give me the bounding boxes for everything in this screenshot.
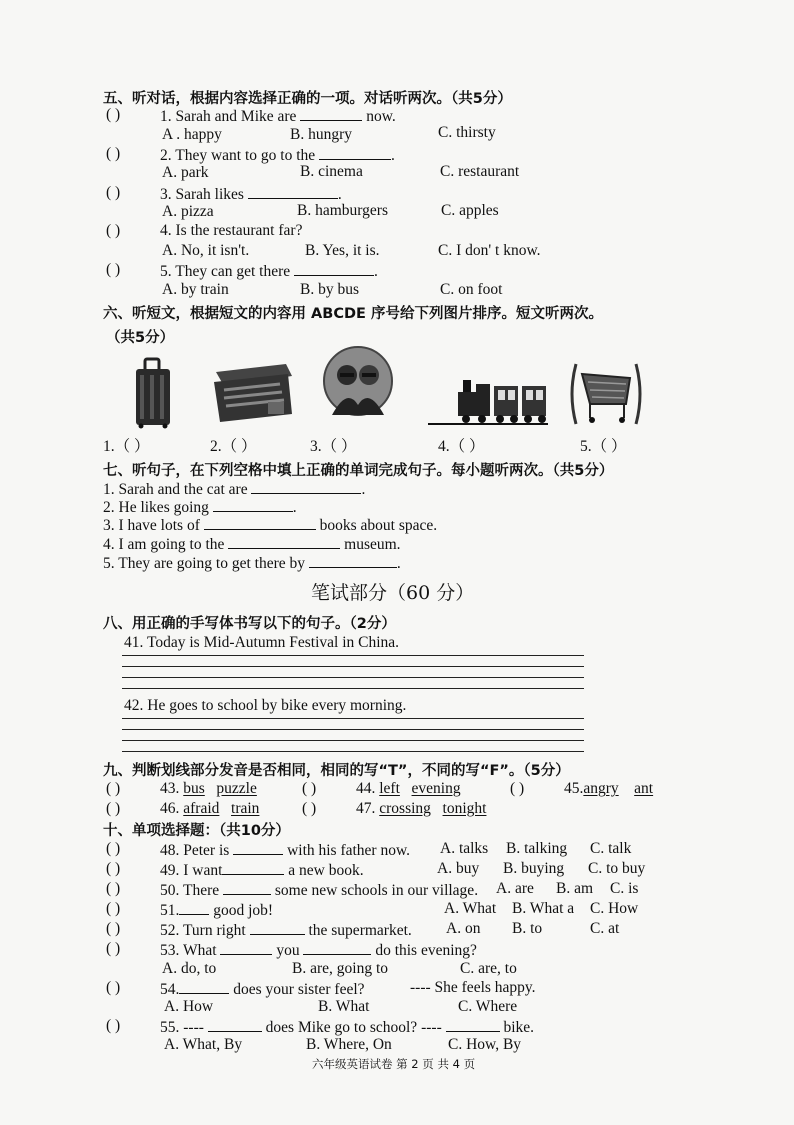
- tickets-icon: [210, 362, 296, 424]
- question-42: 42. He goes to school by bike every morning.: [124, 697, 407, 714]
- option-b: B. by bus: [300, 281, 359, 298]
- handwriting-line[interactable]: [122, 655, 584, 656]
- question-number: 1.: [160, 108, 172, 125]
- picture-2-label[interactable]: 2.（ ）: [210, 438, 257, 455]
- option-a: A. How: [164, 998, 214, 1015]
- sentence-end: .: [396, 555, 401, 572]
- word-1: angry: [583, 780, 619, 797]
- handwriting-line[interactable]: [122, 751, 584, 752]
- question-text-end: bike.: [503, 1019, 535, 1036]
- answer-paren[interactable]: ( ): [302, 800, 317, 817]
- question-45: [564, 780, 653, 798]
- answer-paren[interactable]: ( ): [106, 979, 121, 996]
- option-b: B. talking: [506, 840, 568, 857]
- option-b: B. am: [556, 880, 594, 897]
- question-number: 3.: [160, 186, 172, 203]
- sentence-1: [103, 479, 365, 499]
- option-c: C. I don' t know.: [438, 242, 541, 259]
- question-text: They want to go to the: [175, 147, 316, 164]
- question-text: Is the restaurant far?: [175, 222, 303, 239]
- option-b: B. hungry: [290, 126, 352, 143]
- answer-paren[interactable]: ( ): [106, 940, 121, 957]
- answer-paren[interactable]: ( ): [106, 261, 121, 278]
- word-1: left: [379, 780, 400, 797]
- option-c: C. thirsty: [438, 124, 496, 141]
- sentence-text: 3. I have lots of: [103, 517, 200, 534]
- question-number: 44.: [356, 780, 376, 797]
- question-48: [160, 840, 410, 860]
- question-44: [356, 780, 461, 798]
- option-c: C. are, to: [460, 960, 517, 977]
- option-b: B. to: [512, 920, 543, 937]
- picture-4-label[interactable]: 4.（ ）: [438, 438, 485, 455]
- question-number: 50.: [160, 882, 180, 899]
- option-c: C. How, By: [448, 1036, 522, 1053]
- answer-blank[interactable]: [228, 534, 340, 549]
- question-number: 47.: [356, 800, 376, 817]
- option-a: A. No, it isn't.: [162, 242, 250, 259]
- question-text-end: .: [391, 147, 395, 164]
- option-a: A. talks: [440, 840, 489, 857]
- answer-blank[interactable]: [233, 840, 283, 855]
- question-text: What: [182, 942, 217, 959]
- question-52: [160, 920, 412, 940]
- question-text-end: .: [374, 263, 378, 280]
- answer-blank[interactable]: [222, 860, 284, 875]
- option-c: C. talk: [590, 840, 632, 857]
- question-53: [160, 940, 477, 960]
- question-number: 49.: [160, 862, 180, 879]
- question-text-end: with his father now.: [287, 842, 411, 859]
- answer-blank[interactable]: [208, 1017, 262, 1032]
- sentence-2: [103, 497, 297, 517]
- answer-paren[interactable]: ( ): [106, 920, 121, 937]
- question-49: [160, 860, 364, 880]
- question-number: 55.: [160, 1019, 180, 1036]
- question-number: 51.: [160, 902, 180, 919]
- option-a: A . happy: [162, 126, 222, 143]
- option-b: B. What: [318, 998, 370, 1015]
- option-a: A. on: [446, 920, 481, 937]
- answer-blank[interactable]: [446, 1017, 500, 1032]
- sentence-end: books about space.: [319, 517, 438, 534]
- question-text: They can get there: [175, 263, 291, 280]
- picture-3-label[interactable]: 3.（ ）: [310, 438, 357, 455]
- option-b: B. Yes, it is.: [305, 242, 380, 259]
- question-54: [160, 979, 365, 999]
- question-1: [160, 106, 396, 126]
- option-c: C. restaurant: [440, 163, 520, 180]
- sentence-3: [103, 515, 437, 535]
- sentence-text: 2. He likes going: [103, 499, 209, 516]
- question-text-end: do this evening?: [375, 942, 477, 959]
- option-b: B. What a: [512, 900, 575, 917]
- answer-paren[interactable]: ( ): [106, 222, 121, 239]
- dialogue-dash: ----: [421, 1019, 442, 1036]
- option-a: A. buy: [437, 860, 480, 877]
- option-a: A. What: [444, 900, 497, 917]
- question-number: 5.: [160, 263, 172, 280]
- answer-paren[interactable]: ( ): [106, 800, 121, 817]
- option-a: A. do, to: [162, 960, 217, 977]
- answer-paren[interactable]: ( ): [106, 880, 121, 897]
- sentence-end: museum.: [344, 536, 401, 553]
- handwriting-line[interactable]: [122, 677, 584, 678]
- answer-blank[interactable]: [248, 184, 338, 199]
- option-c: C. on foot: [440, 281, 503, 298]
- sentence-end: .: [292, 499, 297, 516]
- question-43: [160, 780, 257, 798]
- page-footer: 六年级英语试卷 第 2 页 共 4 页: [312, 1057, 476, 1071]
- word-1: bus: [183, 780, 205, 797]
- answer-paren[interactable]: ( ): [106, 184, 121, 201]
- question-number: 2.: [160, 147, 172, 164]
- section-5-title: 五、听对话，根据内容选择正确的一项。对话听两次。（共5分）: [103, 91, 512, 107]
- option-a: A. park: [162, 164, 209, 181]
- picture-1-label[interactable]: 1.（ ）: [103, 438, 150, 455]
- question-text-end: the supermarket.: [308, 922, 412, 939]
- answer-paren[interactable]: ( ): [106, 106, 121, 123]
- answer-paren[interactable]: ( ): [106, 900, 121, 917]
- word-2: puzzle: [216, 780, 257, 797]
- sentence-end: .: [361, 481, 366, 498]
- dialogue-dash: ----: [183, 1019, 204, 1036]
- section-9-title: 九、判断划线部分发音是否相同，相同的写“T”，不同的写“F”。（5分）: [103, 763, 570, 779]
- question-text: I want: [183, 862, 223, 879]
- answer-paren[interactable]: ( ): [106, 1017, 121, 1034]
- question-3: [160, 184, 342, 204]
- question-text-end: good job!: [213, 902, 274, 919]
- answer-paren[interactable]: ( ): [106, 780, 121, 797]
- question-text-end: a new book.: [288, 862, 364, 879]
- question-number: 46.: [160, 800, 180, 817]
- option-c: C. at: [590, 920, 620, 937]
- answer-paren[interactable]: ( ): [510, 780, 525, 797]
- section-6-points: （共5分）: [106, 330, 175, 346]
- handwriting-line[interactable]: [122, 688, 584, 689]
- couple-photo-icon: [322, 345, 394, 417]
- option-a: A. are: [496, 880, 534, 897]
- word-2: ant: [634, 780, 654, 797]
- answer-blank[interactable]: [303, 940, 371, 955]
- option-a: A. by train: [162, 281, 229, 298]
- suitcase-icon: [128, 357, 178, 429]
- option-a: A. pizza: [162, 203, 214, 220]
- answer-blank[interactable]: [319, 145, 391, 160]
- question-55: [160, 1017, 534, 1037]
- word-1: crossing: [379, 800, 431, 817]
- section-8-title: 八、用正确的手写体书写以下的句子。（2分）: [103, 616, 396, 632]
- question-text: you: [276, 942, 300, 959]
- question-text: does your sister feel?: [233, 981, 365, 998]
- question-number: 43.: [160, 780, 180, 797]
- section-10-title: 十、单项选择题：（共10分）: [103, 823, 290, 839]
- answer-blank[interactable]: [309, 553, 397, 568]
- answer-blank[interactable]: [179, 979, 229, 994]
- answer-paren[interactable]: ( ): [106, 840, 121, 857]
- shopping-cart-icon: [568, 360, 644, 428]
- sentence-5: [103, 553, 401, 573]
- picture-5-label[interactable]: 5.（ ）: [580, 438, 627, 455]
- answer-blank[interactable]: [294, 261, 374, 276]
- word-2: evening: [411, 780, 461, 797]
- option-b: B. buying: [503, 860, 565, 877]
- question-text: There: [182, 882, 220, 899]
- answer-blank[interactable]: [213, 497, 293, 512]
- question-5: [160, 261, 378, 281]
- handwriting-line[interactable]: [122, 729, 584, 730]
- option-c: C. How: [590, 900, 639, 917]
- answer-paren[interactable]: ( ): [106, 860, 121, 877]
- handwriting-line[interactable]: [122, 718, 584, 719]
- question-46: [160, 800, 259, 818]
- answer-blank[interactable]: [204, 515, 316, 530]
- handwriting-line[interactable]: [122, 740, 584, 741]
- question-text-end: some new schools in our village.: [274, 882, 479, 899]
- question-number: 45.: [564, 780, 584, 797]
- sentence-text: 5. They are going to get there by: [103, 555, 306, 572]
- question-50: [160, 880, 478, 900]
- question-text-end: now.: [366, 108, 396, 125]
- word-1: afraid: [183, 800, 220, 817]
- answer-paren[interactable]: ( ): [302, 780, 317, 797]
- option-b: B. cinema: [300, 163, 363, 180]
- question-4: [160, 222, 302, 240]
- word-2: tonight: [442, 800, 487, 817]
- answer-blank[interactable]: [250, 920, 305, 935]
- written-part-title: 笔试部分（60 分）: [311, 582, 475, 604]
- option-c: C. Where: [458, 998, 518, 1015]
- answer-blank[interactable]: [223, 880, 271, 895]
- option-b: B. are, going to: [292, 960, 388, 977]
- question-text: Peter is: [183, 842, 230, 859]
- question-number: 52.: [160, 922, 180, 939]
- option-c: C. to buy: [588, 860, 646, 877]
- word-2: train: [231, 800, 260, 817]
- option-c: C. is: [610, 880, 639, 897]
- handwriting-line[interactable]: [122, 666, 584, 667]
- question-51: [160, 900, 273, 920]
- section-6-title: 六、听短文，根据短文的内容用 ABCDE 序号给下列图片排序。短文听两次。: [103, 306, 603, 322]
- answer-blank[interactable]: [220, 940, 272, 955]
- question-number: 4.: [160, 222, 172, 239]
- answer-54: ---- She feels happy.: [410, 979, 536, 996]
- sentence-text: 4. I am going to the: [103, 536, 225, 553]
- question-number: 54.: [160, 981, 180, 998]
- option-a: A. What, By: [164, 1036, 243, 1053]
- option-b: B. hamburgers: [297, 202, 388, 219]
- answer-paren[interactable]: ( ): [106, 145, 121, 162]
- train-icon: [428, 372, 548, 428]
- question-text-end: .: [337, 186, 342, 203]
- question-2: [160, 145, 395, 165]
- question-text: does Mike go to school?: [265, 1019, 418, 1036]
- question-text: Turn right: [182, 922, 246, 939]
- answer-blank[interactable]: [251, 479, 361, 494]
- option-c: C. apples: [441, 202, 499, 219]
- answer-blank[interactable]: [300, 106, 362, 121]
- sentence-text: 1. Sarah and the cat are: [103, 481, 248, 498]
- question-text: Sarah and Mike are: [175, 108, 297, 125]
- option-b: B. Where, On: [306, 1036, 392, 1053]
- answer-blank[interactable]: [179, 900, 209, 915]
- section-7-title: 七、听句子，在下列空格中填上正确的单词完成句子。每小题听两次。（共5分）: [103, 463, 614, 479]
- question-number: 53.: [160, 942, 180, 959]
- question-number: 48.: [160, 842, 180, 859]
- question-41: 41. Today is Mid-Autumn Festival in China.: [124, 634, 400, 651]
- question-47: [356, 800, 486, 818]
- sentence-4: [103, 534, 401, 554]
- question-text: Sarah likes: [175, 186, 244, 203]
